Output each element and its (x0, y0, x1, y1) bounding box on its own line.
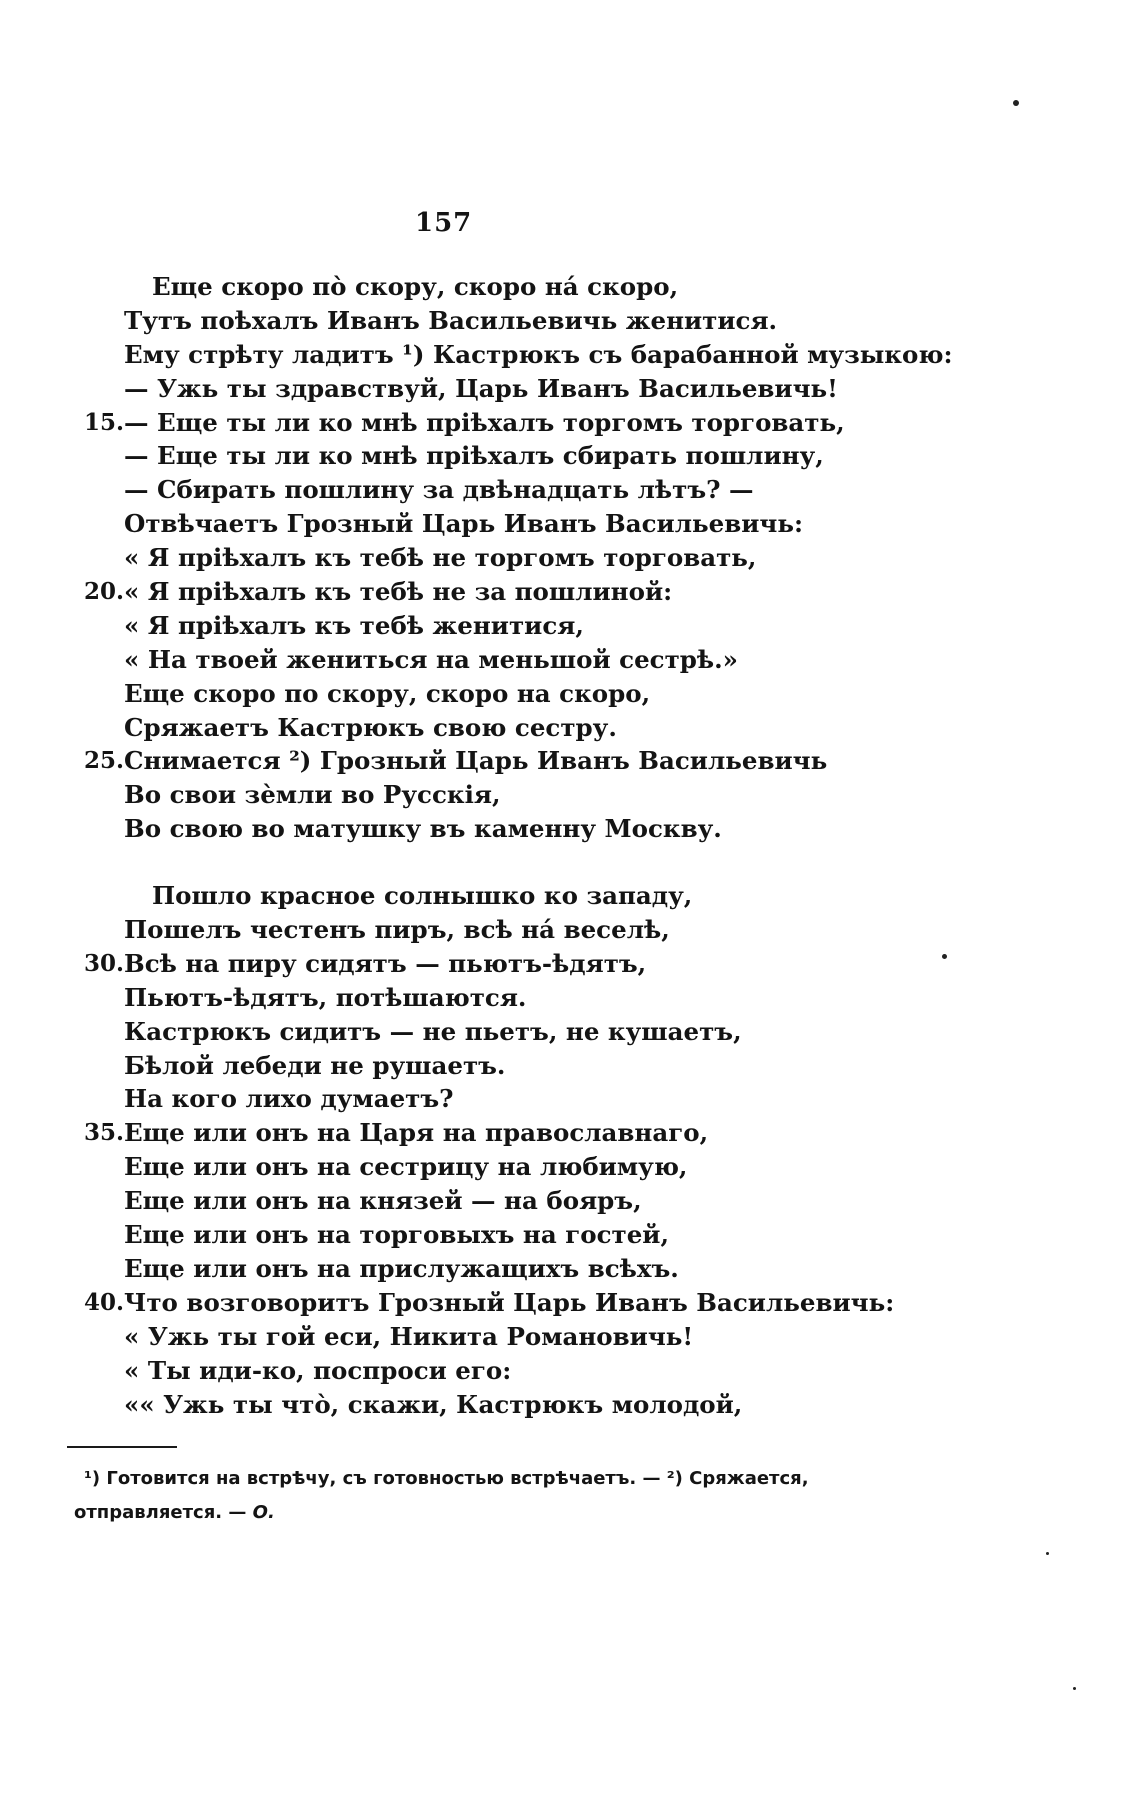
line-number: 35. (84, 1119, 125, 1147)
page-number: 157 (415, 208, 473, 238)
scan-speck (942, 954, 947, 959)
verse-text: Пошло красное солнышко ко западу, (152, 881, 693, 911)
verse-text: Еще скоро по̀ скору, скоро на́ скоро, (152, 272, 679, 301)
verse-line (0, 1116, 1140, 1150)
verse-text: Отвѣчаетъ Грозный Царь Иванъ Васильевичь: (124, 509, 803, 539)
verse-line (0, 677, 1140, 711)
verse-text: Еще или онъ на торговыхъ на гостей, (124, 1220, 669, 1250)
verse-line (0, 541, 1140, 575)
verse-text: Еще скоро по скору, скоро на скоро, (124, 678, 651, 708)
verse-line (0, 439, 1140, 473)
verse-text: « Я прiѣхалъ къ тебѣ не за пошлиной: (124, 577, 673, 607)
verse-line (0, 1150, 1140, 1184)
verse-text: Ему стрѣту ладитъ ¹) Кастрюкъ съ барабанной музыкою: (124, 339, 953, 369)
scan-speck (1013, 100, 1019, 106)
footnote-line (74, 1496, 804, 1530)
verse-line (0, 1184, 1140, 1218)
verse-line (0, 1388, 1140, 1422)
verse-text: Что возговоритъ Грозный Царь Иванъ Васильевичь: (124, 1287, 895, 1317)
line-number: 40. (84, 1288, 125, 1316)
editor-initial: О. (252, 1502, 275, 1523)
footnote-text: отправляется. — (74, 1502, 253, 1523)
verse-text: Всѣ на пиру сидятъ — пьютъ-ѣдятъ, (124, 948, 647, 978)
footnotes (74, 1462, 809, 1530)
verse-text: Во свои зѐмли во Русскiя, (124, 780, 501, 810)
verse-line (0, 270, 1140, 304)
verse-line (0, 609, 1140, 643)
verse-text: — Сбирать пошлину за двѣнадцать лѣтъ? — (124, 475, 754, 505)
verse-text: Пошелъ честенъ пиръ, всѣ на́ веселѣ, (124, 915, 670, 945)
verse-line (0, 1252, 1140, 1286)
verse-line (0, 1218, 1140, 1252)
verse-text: Пьютъ-ѣдятъ, потѣшаются. (124, 982, 527, 1012)
line-number: 20. (84, 578, 125, 606)
verse-line (0, 778, 1140, 812)
verse-line (0, 1354, 1140, 1388)
scan-speck (1073, 1687, 1076, 1690)
verse-line (0, 1320, 1140, 1354)
verse-text: Еще или онъ на прислужащихъ всѣхъ. (124, 1253, 679, 1283)
verse-text: « На твоей жениться на меньшой сестрѣ.» (124, 644, 738, 674)
verse-line (0, 406, 1140, 440)
verse-line (0, 913, 1140, 947)
poem-text (0, 270, 1140, 1421)
verse-text: «« Ужь ты что̀, скажи, Кастрюкъ молодой, (124, 1389, 743, 1419)
verse-line (0, 812, 1140, 846)
verse-text: — Еще ты ли ко мнѣ прiѣхалъ торгомъ торговать, (124, 407, 845, 437)
scan-speck (1046, 1552, 1049, 1555)
verse-line (0, 338, 1140, 372)
line-number: 25. (84, 747, 125, 775)
stanza (0, 270, 1140, 846)
verse-text: Снимается ²) Грозный Царь Иванъ Васильевичь (124, 746, 828, 776)
verse-line (0, 1082, 1140, 1116)
verse-text: « Ужь ты гой еси, Никита Романовичь! (124, 1321, 694, 1351)
verse-line (0, 372, 1140, 406)
verse-text: Сряжаетъ Кастрюкъ свою сестру. (124, 712, 617, 742)
verse-text: Во свою во матушку въ каменну Москву. (124, 814, 722, 844)
verse-line (0, 507, 1140, 541)
verse-line (0, 575, 1140, 609)
line-number: 30. (84, 949, 125, 977)
verse-line (0, 744, 1140, 778)
verse-line (0, 1286, 1140, 1320)
verse-text: — Еще ты ли ко мнѣ прiѣхалъ сбирать пошлину, (124, 441, 824, 471)
verse-text: Еще или онъ на сестрицу на любимую, (124, 1152, 688, 1182)
verse-text: « Я прiѣхалъ къ тебѣ женитися, (124, 610, 584, 640)
verse-line (0, 711, 1140, 745)
verse-text: Еще или онъ на князей — на бояръ, (124, 1186, 642, 1216)
verse-text: « Я прiѣхалъ къ тебѣ не торгомъ торговать, (124, 543, 757, 573)
verse-text: Бѣлой лебеди не рушаетъ. (124, 1050, 506, 1080)
verse-line (0, 1049, 1140, 1083)
verse-line (0, 643, 1140, 677)
verse-line (0, 473, 1140, 507)
verse-text: Кастрюкъ сидитъ — не пьетъ, не кушаетъ, (124, 1016, 742, 1046)
verse-line (0, 981, 1140, 1015)
footnote-divider (67, 1446, 177, 1448)
line-number: 15. (84, 408, 125, 436)
verse-text: Тутъ поѣхалъ Иванъ Васильевичь женитися. (124, 305, 778, 335)
footnote-line: ¹) Готовится на встрѣчу, съ готовностью встрѣчаетъ. — ²) Сряжается, (84, 1468, 809, 1489)
verse-text: На кого лихо думаетъ? (124, 1084, 454, 1114)
verse-text: « Ты иди-ко, поспроси его: (124, 1355, 512, 1385)
stanza (0, 879, 1140, 1421)
verse-line (0, 304, 1140, 338)
verse-text: — Ужь ты здравствуй, Царь Иванъ Васильевичь! (124, 373, 838, 403)
verse-text: Еще или онъ на Царя на православнаго, (124, 1118, 709, 1148)
verse-line (0, 947, 1140, 981)
verse-line (0, 879, 1140, 913)
verse-line (0, 1015, 1140, 1049)
